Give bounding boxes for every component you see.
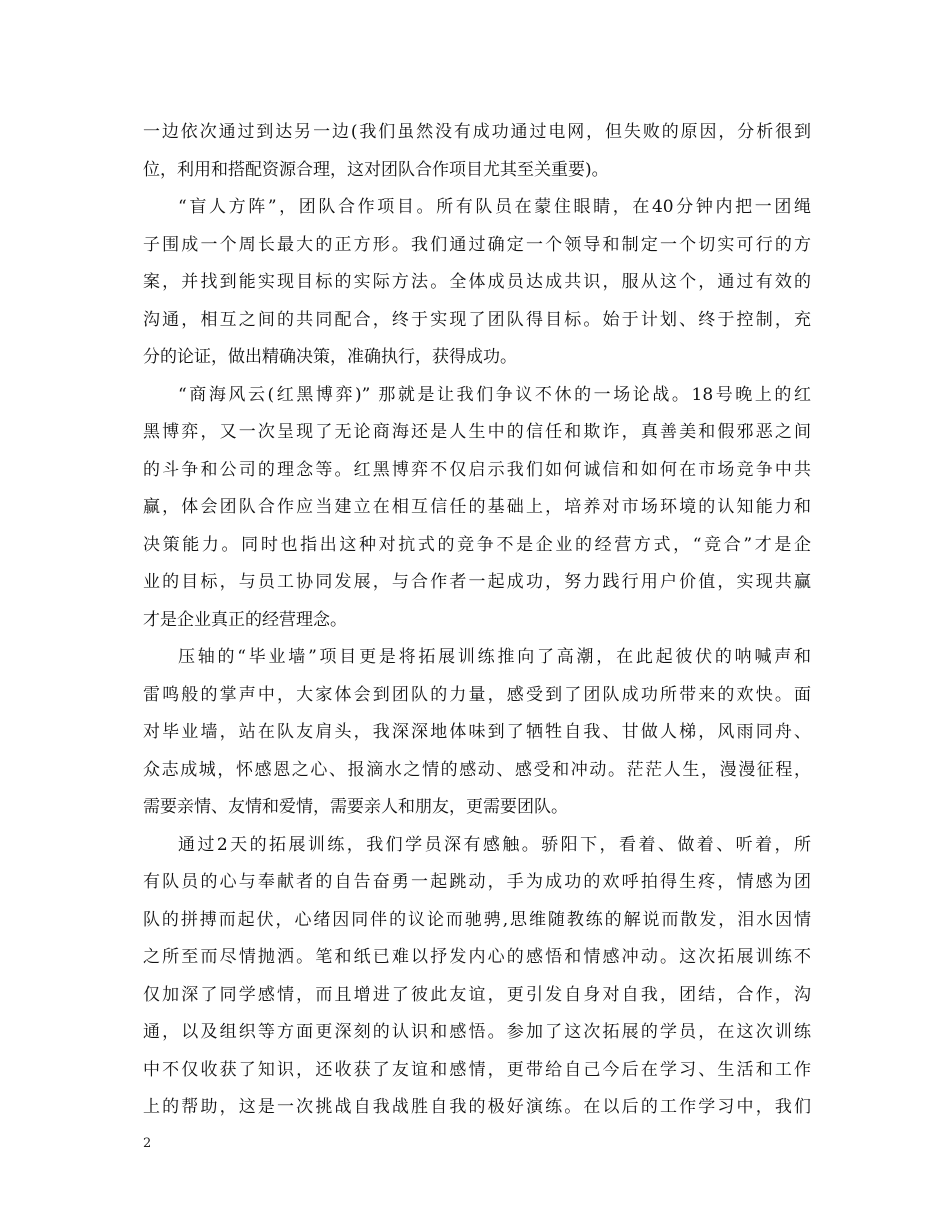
text-line: 决策能力。同时也指出这种对抗式的竞争不是企业的经营方式，“竞合”才是企 — [143, 534, 811, 555]
text-line: 才是企业真正的经营理念。 — [143, 609, 347, 630]
text-line: 业的目标，与员工协同发展，与合作者一起成功，努力践行用户价值，实现共赢 — [143, 572, 811, 592]
text-line: 之所至而尽情抛洒。笔和纸已难以抒发内心的感悟和情感冲动。这次拓展训练不 — [143, 947, 811, 967]
text-line: 子围成一个周长最大的正方形。我们通过确定一个领导和制定一个切实可行的方 — [143, 234, 811, 255]
text-line: 赢，体会团队合作应当建立在相互信任的基础上，培养对市场环境的认知能力和 — [143, 497, 811, 517]
text-line: 仅加深了同学感情，而且增进了彼此友谊，更引发自身对自我，团结，合作，沟 — [143, 984, 811, 1005]
text-line: 分的论证，做出精确决策，准确执行，获得成功。 — [143, 347, 517, 367]
text-line: 对毕业墙，站在队友肩头，我深深地体味到了牺牲自我、甘做人梯，风雨同舟、 — [143, 722, 811, 742]
paragraph-start-line: “盲人方阵”，团队合作项目。所有队员在蒙住眼睛，在40分钟内把一团绳 — [178, 197, 811, 217]
text-line: 雷鸣般的掌声中，大家体会到团队的力量，感受到了团队成功所带来的欢快。面 — [143, 684, 811, 705]
body-text — [143, 114, 811, 1127]
text-line: 上的帮助，这是一次挑战自我战胜自我的极好演练。在以后的工作学习中，我们 — [143, 1097, 811, 1117]
text-line: 中不仅收获了知识，还收获了友谊和感情，更带给自己今后在学习、生活和工作 — [143, 1059, 811, 1080]
page-number: 2 — [143, 1136, 152, 1151]
text-line: 黑博弈，又一次呈现了无论商海还是人生中的信任和欺诈，真善美和假邪恶之间 — [143, 422, 811, 442]
text-line: 众志成城，怀感恩之心、报滴水之情的感动、感受和冲动。茫茫人生，漫漫征程， — [143, 759, 811, 780]
text-line: 通，以及组织等方面更深刻的认识和感悟。参加了这次拓展的学员，在这次训练 — [143, 1022, 811, 1042]
text-line: 需要亲情、友情和爱情，需要亲人和朋友，更需要团队。 — [143, 797, 568, 817]
text-line: 案，并找到能实现目标的实际方法。全体成员达成共识，服从这个，通过有效的 — [143, 272, 811, 292]
text-line: 的斗争和公司的理念等。红黑博弈不仅启示我们如何诚信和如何在市场竞争中共 — [143, 459, 811, 480]
text-line: 沟通，相互之间的共同配合，终于实现了团队得目标。始于计划、终于控制，充 — [143, 309, 811, 330]
text-line: 一边依次通过到达另一边(我们虽然没有成功通过电网，但失败的原因，分析很到 — [143, 122, 811, 142]
text-line: 队的拼搏而起伏，心绪因同伴的议论而驰骋,思维随教练的解说而散发，泪水因情 — [143, 909, 811, 930]
paragraph-start-line: 通过2天的拓展训练，我们学员深有感触。骄阳下，看着、做着、听着，所 — [178, 834, 811, 855]
text-line: 有队员的心与奉献者的自告奋勇一起跳动，手为成功的欢呼拍得生疼，情感为团 — [143, 872, 811, 892]
paragraph-start-line: “商海风云(红黑博弈)” 那就是让我们争议不休的一场论战。18号晚上的红 — [178, 384, 811, 405]
text-line: 位，利用和搭配资源合理，这对团队合作项目尤其至关重要)。 — [143, 159, 609, 180]
paragraph-start-line: 压轴的“毕业墙”项目更是将拓展训练推向了高潮，在此起彼伏的呐喊声和 — [178, 647, 811, 667]
